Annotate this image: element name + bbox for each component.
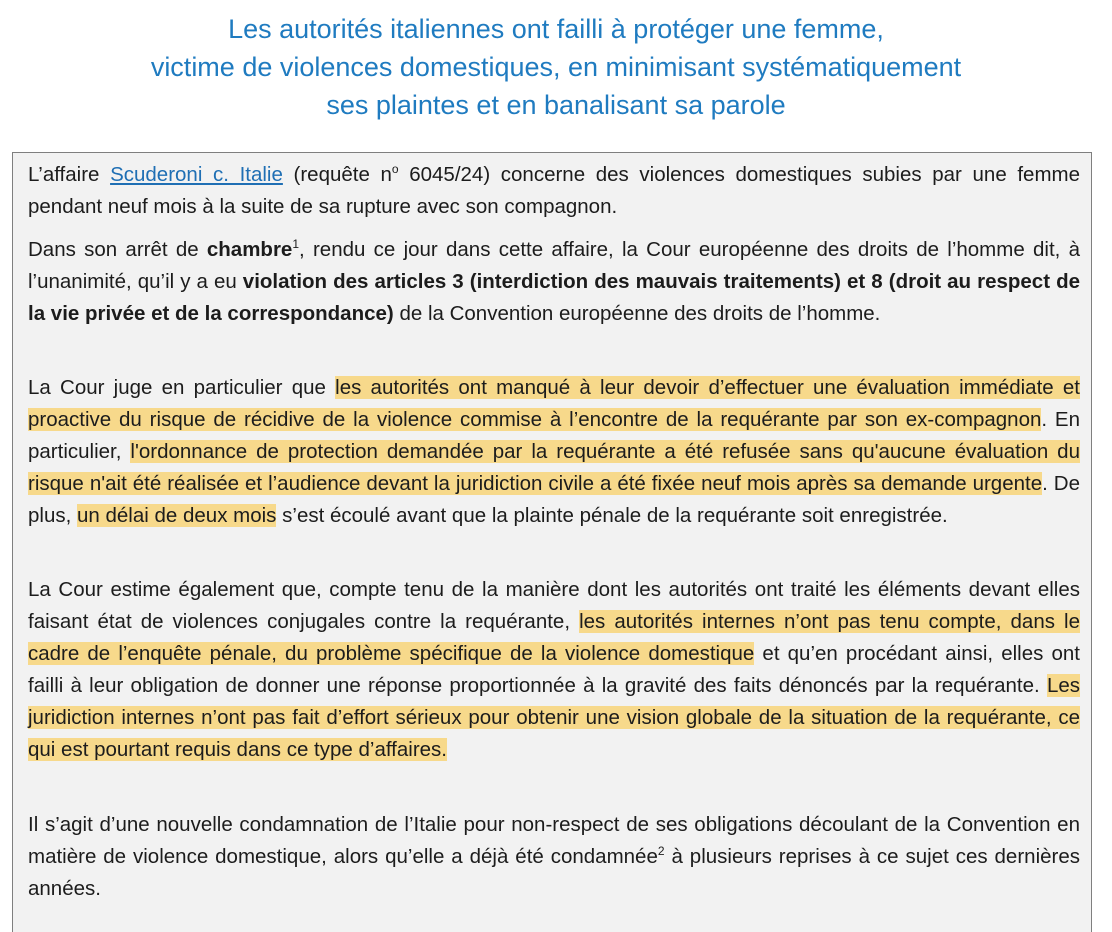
paragraph-court-findings (28, 372, 1080, 532)
text: La Cour estime également que, compte tenu de la manière dont les autorités ont traité les éléments devant elles faisant état de violences conjugales contre la requérante, (28, 578, 1080, 633)
text: L’affaire (28, 163, 111, 186)
text: . En particulier, (28, 408, 1080, 463)
title-line-2: victime de violences domestiques, en minimisant systématiquement (150, 52, 962, 82)
footnote-ref-1[interactable]: 1 (292, 237, 300, 251)
text: Dans son arrêt de (28, 238, 207, 261)
paragraph-judgment (28, 234, 1080, 330)
title-line-3: ses plaintes et en banalisant sa parole (326, 90, 786, 120)
text: à plusieurs reprises à ce sujet ces dernières années. (28, 845, 1080, 900)
text: La Cour juge en particulier que (28, 376, 336, 399)
text: 6045/24) concerne des violences domestiques subies par une femme pendant neuf mois à la suite de sa rupture avec son compagnon. (28, 163, 1080, 218)
superscript: o (391, 162, 399, 176)
highlighted-text: un délai de deux mois (77, 504, 277, 527)
text: de la Convention européenne des droits de l’homme. (393, 302, 881, 325)
highlighted-text: les autorités internes n’ont pas tenu compte, dans le cadre de l’enquête pénale, du problème spécifique de la violence domestique (28, 610, 1080, 665)
highlighted-text: l'ordonnance de protection demandée par la requérante a été refusée sans qu'aucune évaluation du risque n'ait été réalisée et l’audience devant la juridiction civile a été fixée neuf mois après sa demande urgente (28, 440, 1080, 495)
title-line-1: Les autorités italiennes ont failli à protéger une femme, (228, 14, 884, 44)
press-release-title (0, 10, 1112, 124)
paragraph-court-assessment (28, 574, 1080, 766)
summary-box (12, 152, 1092, 932)
paragraph-case-intro (28, 159, 1080, 223)
text: s’est écoulé avant que la plainte pénale de la requérante soit enregistrée. (276, 504, 948, 527)
highlighted-text: Les juridiction internes n’ont pas fait d’effort sérieux pour obtenir une vision globale de la situation de la requérante, ce qui est pourtant requis dans ce type d’affaires. (28, 674, 1080, 761)
highlighted-text: les autorités ont manqué à leur devoir d’effectuer une évaluation immédiate et proactive du risque de récidive de la violence commise à l’encontre de la requérante par son ex-compagnon (28, 376, 1080, 431)
case-link[interactable]: Scuderoni c. Italie (110, 163, 283, 186)
text: Il s’agit d’une nouvelle condamnation de l’Italie pour non-respect de ses obligations découlant de la Convention en matière de violence domestique, alors qu’elle a déjà été condamnée (28, 813, 1080, 868)
violation-articles: violation des articles 3 (interdiction des mauvais traitements) et 8 (droit au respect de la vie privée et de la correspondance) (28, 270, 1080, 325)
text: . De plus, (28, 472, 1080, 527)
bold-text: chambre (206, 238, 293, 261)
text: (requête n (282, 163, 392, 186)
paragraph-conclusion (28, 809, 1080, 905)
text: , rendu ce jour dans cette affaire, la Cour européenne des droits de l’homme dit, à l’unanimité, qu’il y a eu (28, 238, 1080, 293)
text: et qu’en procédant ainsi, elles ont failli à leur obligation de donner une réponse proportionnée à la gravité des faits dénoncés par la requérante. (28, 642, 1080, 697)
footnote-ref-2[interactable]: 2 (657, 844, 665, 858)
